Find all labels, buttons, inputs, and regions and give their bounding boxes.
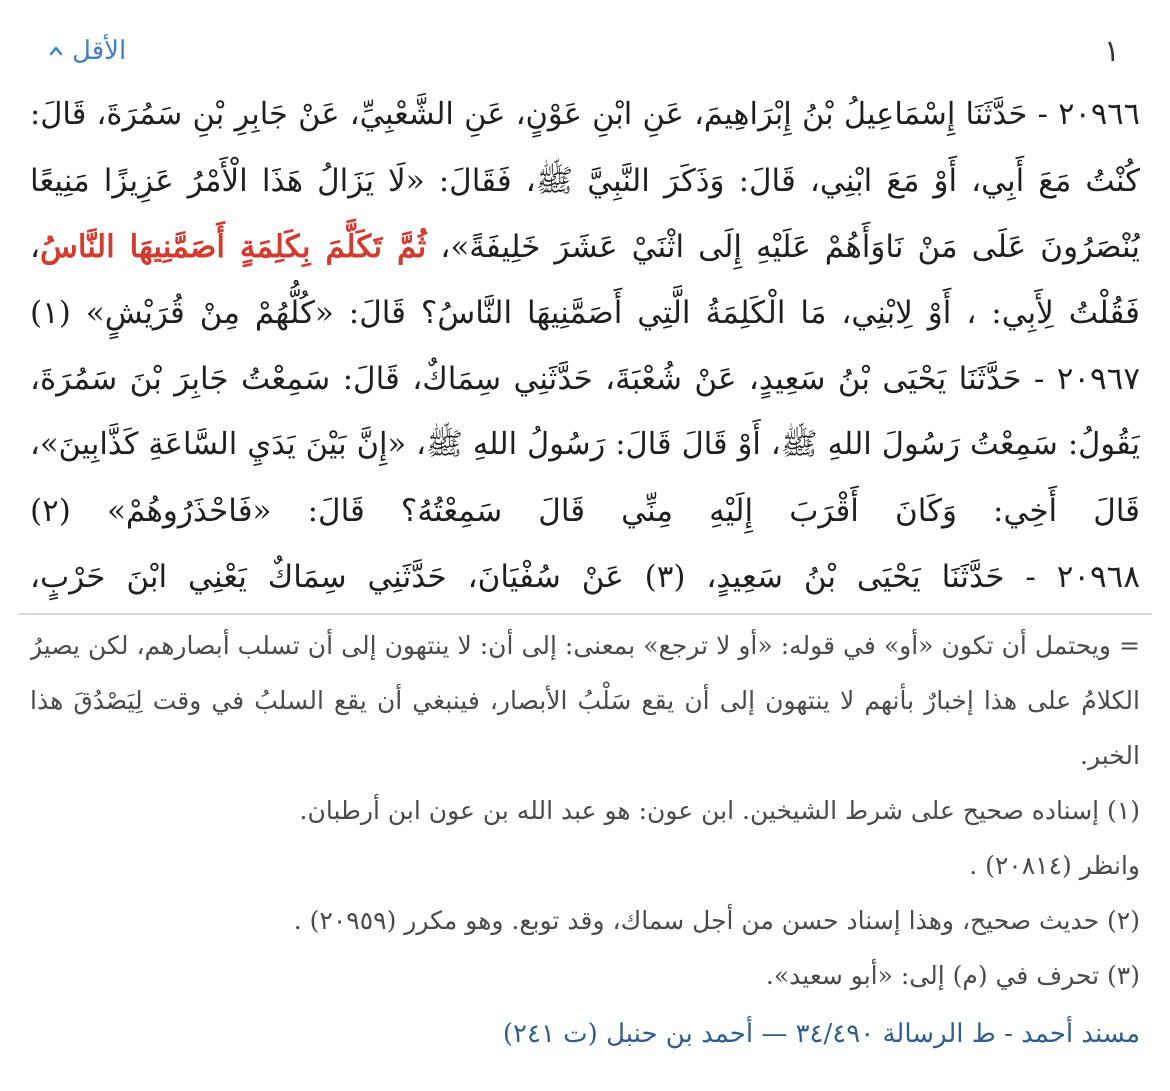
book-citation-link[interactable]: مسند أحمد - ط الرسالة ٣٤/٤٩٠ — أحمد بن حنبل (ت ٢٤١) — [502, 1019, 1140, 1049]
footnote-line: الكلامُ على هذا إخبارٌ بأنهم لا ينتهون إلى أن يقع سَلْبُ الأبصار، فينبغي أن يقع السلبُ في وقت لِيَصْدُقَ هذا — [30, 686, 1140, 715]
text-line: ٢٠٩٦٦ - حَدَّثَنَا إِسْمَاعِيلُ بْنُ إِبْرَاهِيمَ، عَنِ ابْنِ عَوْنٍ، عَنِ الشَّعْبِيِّ، عَنْ جَابِرِ بْنِ سَمُرَةَ، قَالَ: — [30, 97, 1140, 132]
text-line: كُنْتُ مَعَ أَبِي، أَوْ مَعَ ابْنِي، قَالَ: وَذَكَرَ النَّبِيَّ ﷺ، فَقَالَ: «لَا يَزَالُ هَذَا الْأَمْرُ عَزِيزًا مَنِيعًا — [30, 163, 1140, 199]
footnote-3: (٣) تحرف في (م) إلى: «أبو سعيد». — [765, 961, 1140, 990]
show-less-label: الأقل — [72, 36, 127, 66]
text-line: ٢٠٩٦٧ - حَدَّثَنَا يَحْيَى بْنُ سَعِيدٍ، عَنْ شُعْبَةَ، حَدَّثَنِي سِمَاكٌ، قَالَ: سَمِعْتُ جَابِرَ بْنَ سَمُرَةَ، — [30, 361, 1140, 397]
text-line: ٢٠٩٦٨ - حَدَّثَنَا يَحْيَى بْنُ سَعِيدٍ، (٣) عَنْ سُفْيَانَ، حَدَّثَنِي سِمَاكٌ يَعْنِي ابْنَ حَرْبٍ، — [30, 559, 1140, 595]
footnote-1: (١) إسناده صحيح على شرط الشيخين. ابن عون: هو عبد الله بن عون ابن أرطبان. — [299, 796, 1140, 825]
text-line: يُنْصَرُونَ عَلَى مَنْ نَاوَأَهُمْ عَلَيْهِ إِلَى اثْنَيْ عَشَرَ خَلِيفَةً»، ثُمَّ تَكَلَّمَ بِكَلِمَةٍ أَصَمَّنِيهَا النَّاسُ، — [30, 229, 1140, 265]
text-line: يَقُولُ: سَمِعْتُ رَسُولَ اللهِ ﷺ، أَوْ قَالَ قَالَ: رَسُولُ اللهِ ﷺ، «إِنَّ بَيْنَ يَدَيِ السَّاعَةِ كَذَّابِينَ»، — [30, 427, 1140, 462]
chevron-up-icon — [50, 45, 62, 57]
footnote-line: الخبر. — [1080, 741, 1140, 770]
footnote-2: (٢) حديث صحيح، وهذا إسناد حسن من أجل سماك، وقد توبع. وهو مكرر (٢٠٩٥٩) . — [293, 906, 1140, 935]
page-number: ١ — [1103, 34, 1120, 69]
footnotes — [30, 618, 1140, 1003]
text-line: فَقُلْتُ لِأَبِي: ، أَوْ لِابْنِي، مَا الْكَلِمَةُ الَّتِي أَصَمَّنِيهَا النَّاسُ؟ قَالَ: «كُلُّهُمْ مِنْ قُرَيْشٍ» (١) — [30, 295, 1140, 331]
page-header — [50, 30, 1120, 80]
footnote-divider — [18, 613, 1152, 615]
hadith-text — [30, 82, 1140, 610]
footnote-line: = ويحتمل أن تكون «أو» في قوله: «أو لا ترجع» بمعنى: إلى أن: لا ينتهون إلى أن تسلب أبصارهم، لكن يصيرُ — [30, 631, 1140, 660]
text-line: قَالَ أَخِي: وَكَانَ أَقْرَبَ إِلَيْهِ مِنِّي قَالَ سَمِعْتُهُ؟ قَالَ: «فَاحْذَرُوهُمْ» (٢) — [30, 493, 1140, 529]
show-less-button[interactable] — [50, 36, 126, 66]
footnote-line: وانظر (٢٠٨١٤) . — [969, 851, 1140, 880]
highlighted-phrase: ثُمَّ تَكَلَّمَ بِكَلِمَةٍ أَصَمَّنِيهَا النَّاسُ — [40, 229, 427, 265]
